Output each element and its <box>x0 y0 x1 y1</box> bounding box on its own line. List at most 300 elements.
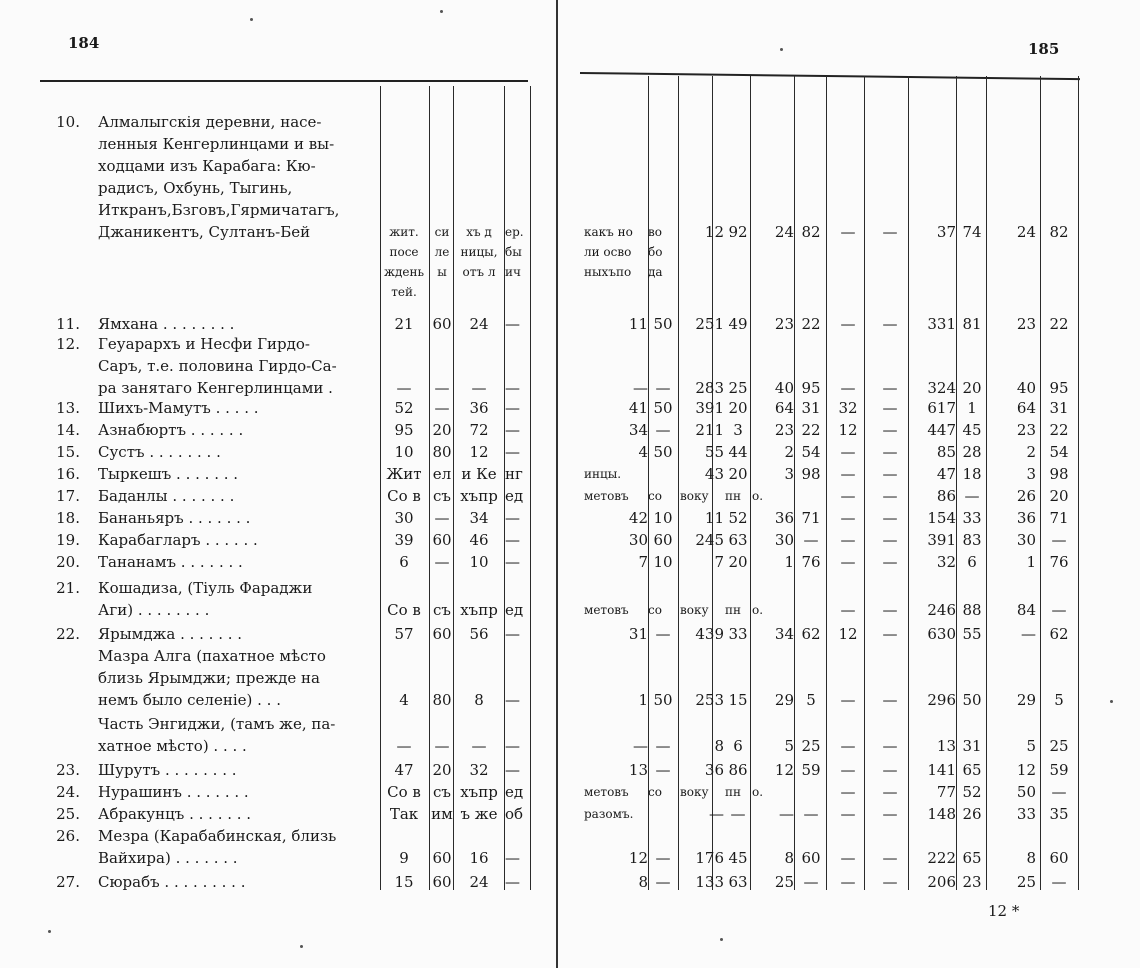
left-value-cell: — <box>505 691 520 709</box>
left-value-cell: — <box>505 315 520 333</box>
right-value-cell: 23 <box>774 421 794 439</box>
village-name-line: Шурутъ . . . . . . . . <box>98 761 237 779</box>
left-value-cell: 46 <box>469 531 489 549</box>
right-value-cell: 154 <box>927 509 956 527</box>
right-value-cell: 133 <box>695 873 724 891</box>
right-value-cell: 36 <box>1016 509 1036 527</box>
left-value-cell: — <box>505 531 520 549</box>
left-value-cell: ед <box>505 783 524 801</box>
right-value-cell: — <box>803 873 819 891</box>
right-value-cell: — <box>633 379 648 397</box>
right-value-cell: — <box>882 223 898 241</box>
right-value-cell: 25 <box>728 379 748 397</box>
right-value-cell: разомъ. <box>584 807 634 821</box>
right-value-cell: — <box>655 421 671 439</box>
right-value-cell: 32 <box>838 399 858 417</box>
village-name-line: Вайхира) . . . . . . . <box>98 849 238 867</box>
left-value-cell: 12 <box>469 443 489 461</box>
right-value-cell: — <box>1051 783 1067 801</box>
left-value-cell: — <box>471 737 487 755</box>
right-value-cell: 45 <box>728 849 748 867</box>
right-value-cell: — <box>882 465 898 483</box>
right-value-cell: 3 <box>784 465 794 483</box>
right-value-cell: — <box>964 487 980 505</box>
right-value-cell: 12 <box>838 625 858 643</box>
row-number: 18. <box>56 509 80 527</box>
village-name-line: Алмалыгскія деревни, насе- <box>98 113 322 131</box>
right-value-cell: 85 <box>936 443 956 461</box>
left-value-cell: — <box>505 849 520 867</box>
row-number: 22. <box>56 625 80 643</box>
right-value-cell: 32 <box>936 553 956 571</box>
right-value-cell: 324 <box>927 379 956 397</box>
right-value-cell: 20 <box>728 553 748 571</box>
right-value-cell: 65 <box>962 761 982 779</box>
ink-speck <box>250 18 253 21</box>
right-value-cell: 617 <box>927 399 956 417</box>
left-value-cell: 57 <box>394 625 414 643</box>
right-value-cell: 25 <box>1049 737 1069 755</box>
right-value-cell: 8 <box>1026 849 1036 867</box>
right-value-cell: — <box>882 805 898 823</box>
village-name-line: Мазра Алга (пахатное мѣсто <box>98 647 326 665</box>
right-value-cell: 6 <box>733 737 743 755</box>
right-value-cell: — <box>882 315 898 333</box>
ink-speck <box>780 48 783 51</box>
right-value-cell: — <box>1051 531 1067 549</box>
left-value-cell: — <box>434 737 450 755</box>
left-value-cell: 10 <box>394 443 414 461</box>
right-value-cell: 50 <box>962 691 982 709</box>
village-name-line: хатное мѣсто) . . . . <box>98 737 247 755</box>
right-value-cell: — <box>655 761 671 779</box>
left-value-cell: хъпр <box>460 487 498 505</box>
right-value-cell: со <box>648 785 662 799</box>
right-value-cell: — <box>840 465 856 483</box>
left-value-cell: — <box>471 379 487 397</box>
right-value-cell: 26 <box>1016 487 1036 505</box>
right-value-cell: пн <box>725 603 741 617</box>
village-name-line: Баданлы . . . . . . . <box>98 487 235 505</box>
right-value-cell: 29 <box>774 691 794 709</box>
right-value-cell: 41 <box>628 399 648 417</box>
right-value-cell: — <box>840 761 856 779</box>
left-value-cell: ер. бы ич <box>505 225 524 279</box>
right-value-cell: — <box>882 737 898 755</box>
left-value-cell: — <box>434 553 450 571</box>
right-value-cell: — <box>882 509 898 527</box>
right-value-cell: 148 <box>927 805 956 823</box>
right-value-cell: 12 <box>1016 761 1036 779</box>
right-value-cell: 60 <box>653 531 673 549</box>
left-value-cell: 72 <box>469 421 489 439</box>
village-name-line: Часть Энгиджи, (тамъ же, па- <box>98 715 336 733</box>
right-value-cell: 13 <box>936 737 956 755</box>
right-value-cell: 76 <box>801 553 821 571</box>
right-value-cell: — <box>709 805 724 823</box>
right-value-cell: — <box>840 805 856 823</box>
right-value-cell: 24 <box>1016 223 1036 241</box>
right-value-cell: 13 <box>628 761 648 779</box>
right-value-cell: 141 <box>927 761 956 779</box>
right-value-cell: 5 <box>1026 737 1036 755</box>
right-value-cell: 55 <box>962 625 982 643</box>
right-value-cell: 33 <box>962 509 982 527</box>
right-value-cell: 5 <box>1054 691 1064 709</box>
right-value-cell: 3 <box>733 421 743 439</box>
left-value-cell: 60 <box>432 625 452 643</box>
left-value-cell: 10 <box>469 553 489 571</box>
right-value-cell: — <box>803 531 819 549</box>
left-value-cell: 9 <box>399 849 409 867</box>
right-value-cell: — <box>882 625 898 643</box>
right-value-cell: — <box>882 601 898 619</box>
signature-mark: 12 * <box>988 902 1020 920</box>
right-value-cell: 86 <box>936 487 956 505</box>
right-value-cell: 35 <box>1049 805 1069 823</box>
right-value-cell: — <box>840 509 856 527</box>
village-name-line: Тананамъ . . . . . . . <box>98 553 243 571</box>
left-value-cell: 52 <box>394 399 414 417</box>
right-value-cell: — <box>840 873 856 891</box>
village-name-line: Саръ, т.е. половина Гирдо-Са- <box>98 357 337 375</box>
right-value-cell: 52 <box>962 783 982 801</box>
right-value-cell: 34 <box>774 625 794 643</box>
right-value-cell: 42 <box>628 509 648 527</box>
left-value-cell: — <box>505 421 520 439</box>
right-value-cell: — <box>655 873 671 891</box>
right-value-cell: — <box>779 805 794 823</box>
right-value-cell: 206 <box>927 873 956 891</box>
right-value-cell: 76 <box>1049 553 1069 571</box>
village-name-line: Геуарархъ и Несфи Гирдо- <box>98 335 310 353</box>
village-name-line: Карабагларъ . . . . . . <box>98 531 258 549</box>
right-value-cell: 12 <box>704 223 724 241</box>
right-value-cell: какъ но ли осво ныхъпо <box>584 225 633 279</box>
left-value-cell: съ <box>433 601 451 619</box>
right-value-cell: 25 <box>801 737 821 755</box>
right-value-cell: 18 <box>962 465 982 483</box>
right-value-cell: 630 <box>927 625 956 643</box>
village-name-line: Сустъ . . . . . . . . <box>98 443 221 461</box>
village-name-line: Азнабюртъ . . . . . . <box>98 421 244 439</box>
right-value-cell: 43 <box>704 465 724 483</box>
ink-speck <box>300 945 303 948</box>
right-value-cell: 98 <box>801 465 821 483</box>
left-value-cell: — <box>505 379 520 397</box>
right-value-cell: — <box>882 849 898 867</box>
right-value-cell: 52 <box>728 509 748 527</box>
right-value-cell: — <box>1051 873 1067 891</box>
right-value-cell: 8 <box>638 873 648 891</box>
right-value-cell: — <box>655 379 671 397</box>
right-value-cell: 86 <box>728 761 748 779</box>
ink-speck <box>440 10 443 13</box>
right-value-cell: 50 <box>653 443 673 461</box>
left-value-cell: Так <box>389 805 419 823</box>
right-value-cell: 44 <box>728 443 748 461</box>
left-value-cell: 34 <box>469 509 489 527</box>
left-value-cell: 47 <box>394 761 414 779</box>
right-value-cell: метовъ <box>584 489 629 503</box>
ink-speck <box>48 930 51 933</box>
right-value-cell: инцы. <box>584 467 622 481</box>
right-value-cell: 29 <box>1016 691 1036 709</box>
left-value-cell: Со в <box>387 487 421 505</box>
right-value-cell: 26 <box>962 805 982 823</box>
right-page-number: 185 <box>1028 40 1060 58</box>
left-value-cell: 15 <box>394 873 414 891</box>
left-value-cell: 20 <box>432 761 452 779</box>
row-number: 11. <box>56 315 80 333</box>
row-number: 24. <box>56 783 80 801</box>
right-value-cell: — <box>882 783 898 801</box>
right-value-cell: 30 <box>628 531 648 549</box>
right-value-cell: — <box>840 849 856 867</box>
left-value-cell: ъ же <box>460 805 498 823</box>
right-value-cell: 23 <box>774 315 794 333</box>
left-value-cell: — <box>434 379 450 397</box>
right-value-cell: 50 <box>653 691 673 709</box>
left-value-cell: 6 <box>399 553 409 571</box>
right-value-cell: — <box>882 761 898 779</box>
right-value-cell: — <box>655 737 671 755</box>
left-value-cell: 20 <box>432 421 452 439</box>
right-value-cell: 28 <box>962 443 982 461</box>
right-value-cell: — <box>882 873 898 891</box>
right-value-cell: 34 <box>628 421 648 439</box>
right-value-cell: 36 <box>704 761 724 779</box>
right-value-cell: 391 <box>927 531 956 549</box>
right-value-cell: — <box>840 487 856 505</box>
right-value-cell: 50 <box>653 315 673 333</box>
row-number: 27. <box>56 873 80 891</box>
village-name-line: Мезра (Карабабинская, близь <box>98 827 337 845</box>
left-value-cell: хъ д ницы, отъ л <box>460 225 498 279</box>
right-value-cell: 31 <box>801 399 821 417</box>
ink-speck <box>720 938 723 941</box>
right-value-cell: — <box>882 691 898 709</box>
right-value-cell: 10 <box>653 553 673 571</box>
left-value-cell: 56 <box>469 625 489 643</box>
village-name-line: ленныя Кенгерлинцами и вы- <box>98 135 335 153</box>
right-value-cell: 15 <box>728 691 748 709</box>
right-value-cell: 20 <box>728 465 748 483</box>
left-value-cell: — <box>505 873 520 891</box>
left-value-cell: хъпр <box>460 601 498 619</box>
right-value-cell: 64 <box>774 399 794 417</box>
row-number: 25. <box>56 805 80 823</box>
right-value-cell: — <box>840 553 856 571</box>
right-value-cell: 1 <box>638 691 648 709</box>
left-value-cell: съ <box>433 783 451 801</box>
right-value-cell: 63 <box>728 873 748 891</box>
right-value-cell: 45 <box>962 421 982 439</box>
right-value-cell: 24 <box>774 223 794 241</box>
right-value-cell: 3 <box>1026 465 1036 483</box>
left-value-cell: ед <box>505 487 524 505</box>
right-value-cell: — <box>1051 601 1067 619</box>
right-value-cell: — <box>633 737 648 755</box>
right-value-cell: — <box>840 443 856 461</box>
right-value-cell: 30 <box>1016 531 1036 549</box>
left-value-cell: хъпр <box>460 783 498 801</box>
village-name-line: Кошадиза, (Тіуль Фараджи <box>98 579 313 597</box>
village-name-line: близь Ярымджи; прежде на <box>98 669 320 687</box>
right-value-cell: 176 <box>695 849 724 867</box>
right-value-cell: — <box>655 625 671 643</box>
right-value-cell: 391 <box>695 399 724 417</box>
right-value-cell: 1 <box>967 399 977 417</box>
row-number: 16. <box>56 465 80 483</box>
left-value-cell: 95 <box>394 421 414 439</box>
right-value-cell: 82 <box>1049 223 1069 241</box>
left-value-cell: Со в <box>387 783 421 801</box>
right-value-cell: 222 <box>927 849 956 867</box>
right-value-cell: 23 <box>1016 421 1036 439</box>
right-value-cell: — <box>882 379 898 397</box>
village-name-line: Тыркешъ . . . . . . . <box>98 465 239 483</box>
left-value-cell: ел <box>432 465 452 483</box>
right-value-cell: 31 <box>962 737 982 755</box>
right-value-cell: 54 <box>801 443 821 461</box>
right-value-cell: 62 <box>1049 625 1069 643</box>
right-value-cell: — <box>1021 625 1036 643</box>
right-value-cell: 64 <box>1016 399 1036 417</box>
left-value-cell: Со в <box>387 601 421 619</box>
left-value-cell: — <box>505 761 520 779</box>
right-value-cell: — <box>882 399 898 417</box>
row-number: 21. <box>56 579 80 597</box>
left-value-cell: — <box>434 399 450 417</box>
right-value-cell: — <box>840 315 856 333</box>
right-value-cell: 33 <box>728 625 748 643</box>
left-value-cell: 21 <box>394 315 414 333</box>
village-name-line: Аги) . . . . . . . . <box>98 601 210 619</box>
left-value-cell: об <box>505 805 524 823</box>
right-value-cell: 1 <box>784 553 794 571</box>
right-value-cell: 30 <box>774 531 794 549</box>
left-value-cell: 60 <box>432 315 452 333</box>
village-name-line: Нурашинъ . . . . . . . <box>98 783 249 801</box>
right-value-cell: во бо да <box>648 225 663 279</box>
right-value-cell: 60 <box>801 849 821 867</box>
village-name-line: Ярымджа . . . . . . . <box>98 625 243 643</box>
village-name-line: немъ было селеніе) . . . <box>98 691 281 709</box>
right-value-cell: 36 <box>774 509 794 527</box>
left-value-cell: 32 <box>469 761 489 779</box>
right-value-cell: метовъ <box>584 603 629 617</box>
right-value-cell: 11 <box>704 509 724 527</box>
right-value-cell: 81 <box>962 315 982 333</box>
right-value-cell: 83 <box>962 531 982 549</box>
right-value-cell: 63 <box>728 531 748 549</box>
right-value-cell: 5 <box>806 691 816 709</box>
left-value-cell: 60 <box>432 849 452 867</box>
left-value-cell: 80 <box>432 691 452 709</box>
right-value-cell: 7 <box>714 553 724 571</box>
left-value-cell: — <box>396 737 412 755</box>
right-value-cell: 31 <box>1049 399 1069 417</box>
right-value-cell: 25 <box>1016 873 1036 891</box>
right-value-cell: 253 <box>695 691 724 709</box>
right-value-cell: 12 <box>838 421 858 439</box>
left-value-cell: — <box>505 399 520 417</box>
right-value-cell: 55 <box>704 443 724 461</box>
right-value-cell: 71 <box>1049 509 1069 527</box>
right-value-cell: 2 <box>1026 443 1036 461</box>
left-value-cell: 24 <box>469 315 489 333</box>
right-value-cell: — <box>882 487 898 505</box>
right-value-cell: — <box>840 601 856 619</box>
right-value-cell: 50 <box>653 399 673 417</box>
right-value-cell: 22 <box>801 421 821 439</box>
left-value-cell: нг <box>505 465 523 483</box>
right-value-cell: 447 <box>927 421 956 439</box>
right-value-cell: 11 <box>628 315 648 333</box>
right-value-cell: метовъ <box>584 785 629 799</box>
row-number: 13. <box>56 399 80 417</box>
right-value-cell: 95 <box>801 379 821 397</box>
right-value-cell: — <box>882 443 898 461</box>
ink-speck <box>1110 700 1113 703</box>
left-value-cell: 30 <box>394 509 414 527</box>
right-value-cell: 40 <box>1016 379 1036 397</box>
right-value-cell: — <box>840 737 856 755</box>
left-value-cell: 16 <box>469 849 489 867</box>
row-number: 23. <box>56 761 80 779</box>
right-value-cell: воку <box>680 785 709 799</box>
right-value-cell: 22 <box>801 315 821 333</box>
left-value-cell: им <box>431 805 453 823</box>
village-name-line: ходцами изъ Карабага: Кю- <box>98 157 316 175</box>
right-value-cell: 74 <box>962 223 982 241</box>
left-value-cell: ед <box>505 601 524 619</box>
right-value-cell: — <box>840 379 856 397</box>
right-value-cell: 10 <box>653 509 673 527</box>
left-value-cell: 8 <box>474 691 484 709</box>
right-value-cell: — <box>840 223 856 241</box>
right-value-cell: 84 <box>1016 601 1036 619</box>
left-value-cell: — <box>505 737 520 755</box>
left-value-cell: 60 <box>432 873 452 891</box>
right-value-cell: — <box>840 691 856 709</box>
right-value-cell: 6 <box>967 553 977 571</box>
left-value-cell: и Ке <box>461 465 497 483</box>
left-value-cell: — <box>505 553 520 571</box>
row-number: 20. <box>56 553 80 571</box>
right-value-cell: 22 <box>1049 421 1069 439</box>
right-value-cell: пн <box>725 785 741 799</box>
right-value-cell: 54 <box>1049 443 1069 461</box>
right-value-cell: — <box>655 849 671 867</box>
right-value-cell: — <box>803 805 819 823</box>
right-value-cell: 40 <box>774 379 794 397</box>
left-value-cell: — <box>434 509 450 527</box>
left-value-cell: 4 <box>399 691 409 709</box>
left-value-cell: 24 <box>469 873 489 891</box>
right-value-cell: пн <box>725 489 741 503</box>
village-name-line: Сюрабъ . . . . . . . . . <box>98 873 246 891</box>
right-value-cell: 37 <box>936 223 956 241</box>
right-value-cell: 1 <box>1026 553 1036 571</box>
right-value-cell: 283 <box>695 379 724 397</box>
right-value-cell: 296 <box>927 691 956 709</box>
left-value-cell: съ <box>433 487 451 505</box>
right-value-cell: 77 <box>936 783 956 801</box>
left-value-cell: — <box>396 379 412 397</box>
right-value-cell: 88 <box>962 601 982 619</box>
